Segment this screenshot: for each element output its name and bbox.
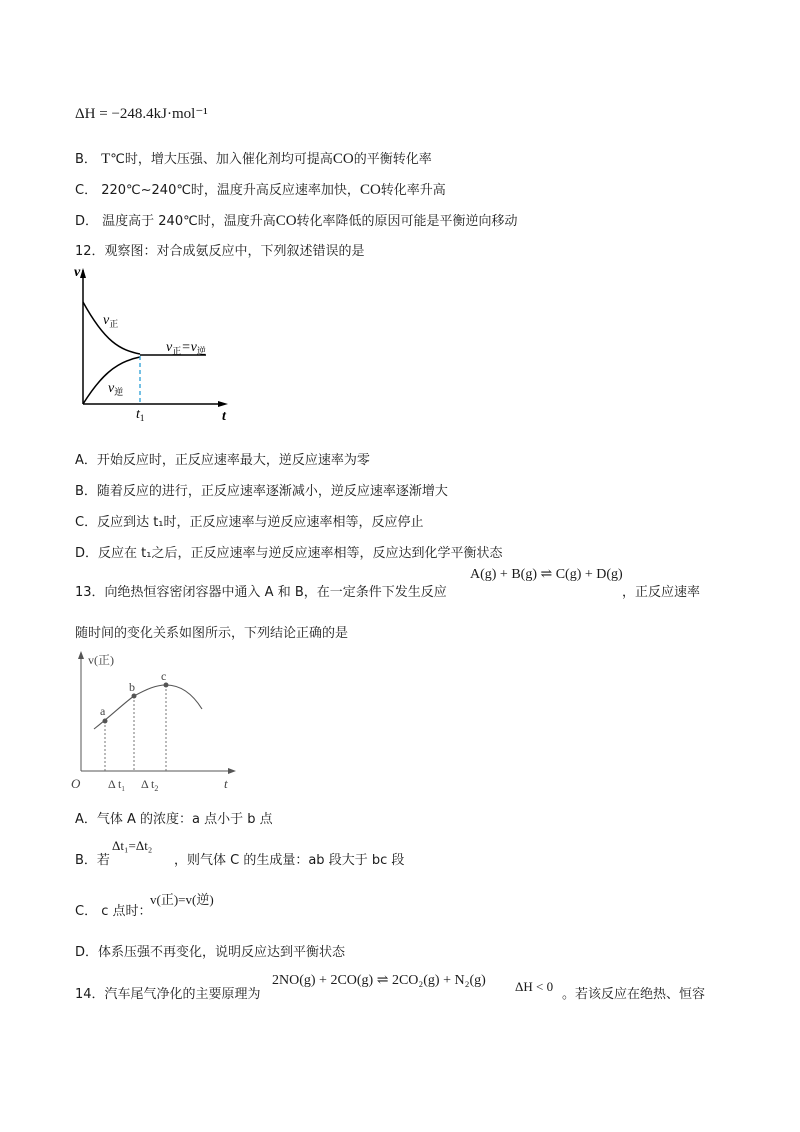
q14-stem-part2: 。若该反应在绝热、恒容 <box>562 987 706 1002</box>
t1-label: $t_1$ <box>136 407 145 423</box>
delta-h-formula: ΔH = −248.4kJ·mol⁻¹ <box>75 106 208 122</box>
chem-formula: CO <box>359 182 381 198</box>
option-prefix: B．若 <box>75 853 110 868</box>
point-a <box>103 719 108 724</box>
q12-stem: 12．观察图：对合成氨反应中，下列叙述错误的是 <box>75 244 365 259</box>
option-text: ℃时，增大压强、加入催化剂均可提高 <box>110 152 333 167</box>
q13-stem-part3: 随时间的变化关系如图所示，下列结论正确的是 <box>75 626 349 641</box>
q13-equation: A(g) + B(g) ⇌ C(g) + D(g) <box>470 567 623 582</box>
q11-option-b <box>75 150 432 169</box>
q12-option-b: B．随着反应的进行，正反应速率逐渐减小，逆反应速率逐渐增大 <box>75 484 448 499</box>
dt1-label: Δ $t_1$ <box>108 777 125 793</box>
option-text: 220℃~240℃时，温度升高反应速率加快， <box>101 183 360 198</box>
q13-option-c: C． c 点时： <box>75 904 152 919</box>
q12-option-a: A．开始反应时，正反应速率最大，逆反应速率为零 <box>75 453 370 468</box>
q14-stem-part1: 14．汽车尾气净化的主要原理为 <box>75 987 261 1002</box>
option-text: 温度高于 240℃时，温度升高 <box>102 214 276 229</box>
q13-option-b-text: ，则气体 C 的生成量：ab 段大于 bc 段 <box>174 853 405 868</box>
point-c <box>164 683 169 688</box>
q13-option-d: D．体系压强不再变化，说明反应达到平衡状态 <box>75 945 346 960</box>
chem-formula: CO <box>275 213 297 229</box>
origin-label: O <box>71 776 81 791</box>
q12-rate-graph <box>70 262 240 424</box>
q11-option-d <box>75 212 518 231</box>
chem-formula: CO <box>332 151 354 167</box>
point-c-label: c <box>161 669 167 683</box>
point-a-label: a <box>100 704 106 718</box>
option-prefix: D． <box>75 214 99 229</box>
q12-option-c: C．反应到达 t₁时，正反应速率与逆反应速率相等，反应停止 <box>75 515 424 530</box>
q13-option-b <box>75 852 110 870</box>
option-prefix: B． <box>75 152 97 167</box>
temperature-symbol: T <box>101 151 111 167</box>
q13-option-b-formula: Δt₁=Δt₂ <box>112 838 153 853</box>
reverse-rate-label: $v_逆$ <box>108 381 124 397</box>
option-text: 的平衡转化率 <box>353 152 432 167</box>
q13-option-a: A．气体 A 的浓度：a 点小于 b 点 <box>75 812 273 827</box>
option-text: 转化率升高 <box>380 183 446 198</box>
q13-stem-part2: ，正反应速率 <box>622 585 701 600</box>
option-text: 转化率降低的原因可能是平衡逆向移动 <box>296 214 518 229</box>
x-axis-label: t <box>224 776 228 791</box>
point-b <box>132 694 137 699</box>
q13-rate-graph <box>72 645 244 800</box>
x-axis-label: t <box>222 409 226 424</box>
y-axis-label: v(正) <box>88 653 114 667</box>
q11-option-c <box>75 181 446 200</box>
y-axis-label: v <box>74 265 81 280</box>
q13-stem-part1: 13．向绝热恒容密闭容器中通入 A 和 B，在一定条件下发生反应 <box>75 585 447 600</box>
q14-delta-h: ΔH < 0 <box>515 979 554 994</box>
q14-equation: 2NO(g) + 2CO(g) ⇌ 2CO₂(g) + N₂(g) <box>272 973 486 988</box>
option-prefix: C． <box>75 183 98 198</box>
point-b-label: b <box>129 680 135 694</box>
q12-option-d: D．反应在 t₁之后，正反应速率与逆反应速率相等，反应达到化学平衡状态 <box>75 546 503 561</box>
forward-rate-label: $v_正$ <box>103 313 119 329</box>
dt2-label: Δ $t_2$ <box>141 777 159 793</box>
equilibrium-label: $v_正=v_逆$ <box>166 340 206 356</box>
q13-option-c-formula: v(正)=v(逆) <box>150 892 214 907</box>
